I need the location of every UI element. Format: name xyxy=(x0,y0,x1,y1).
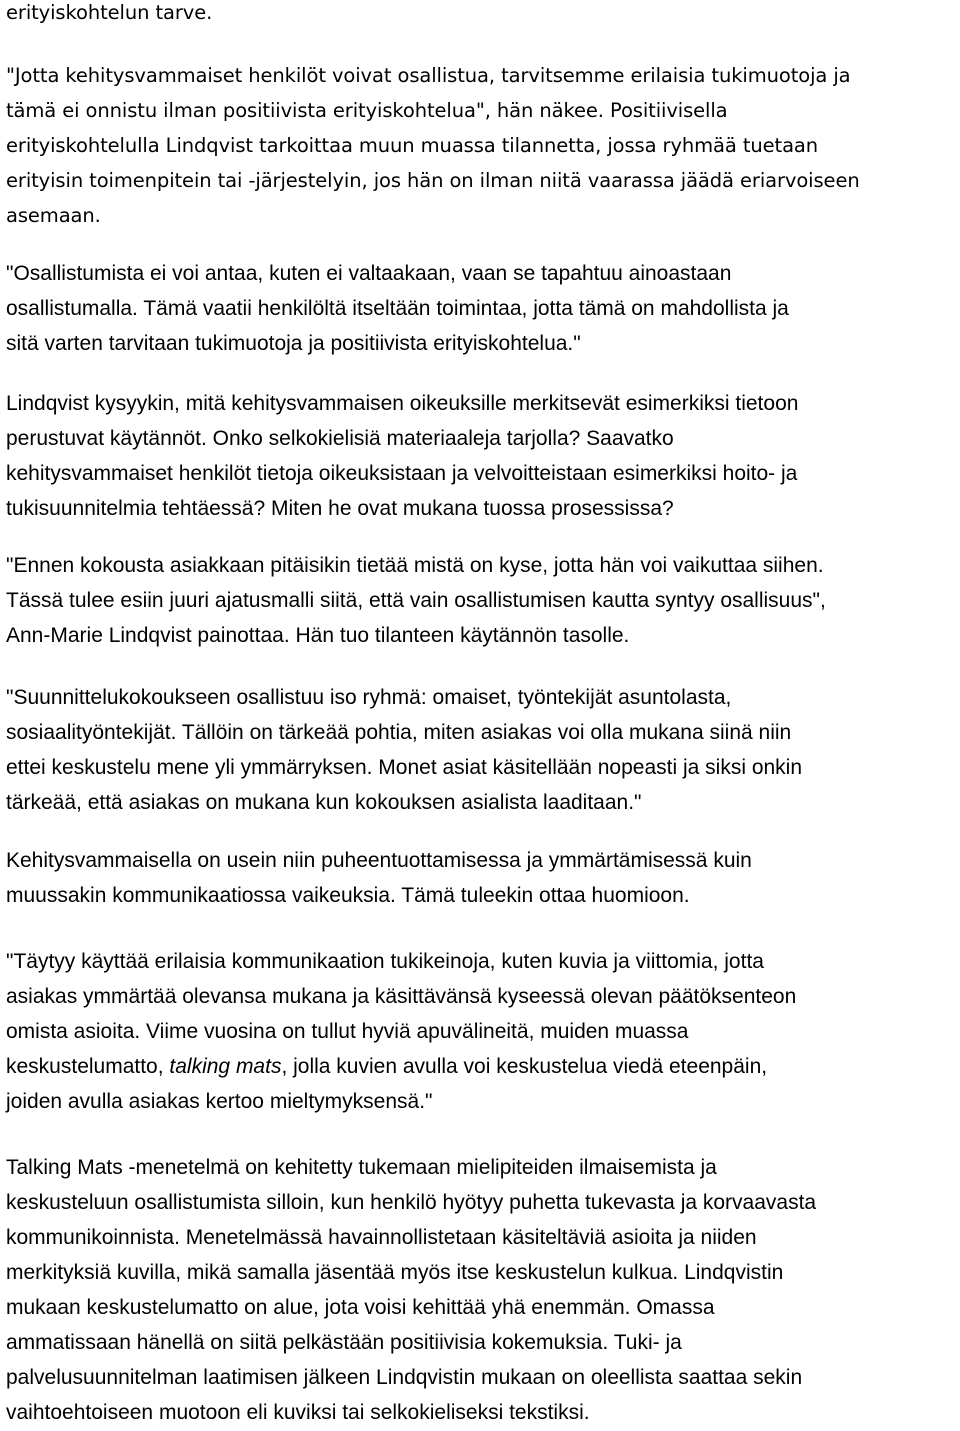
text-line: tärkeää, että asiakas on mukana kun kokouksen asialista laaditaan." xyxy=(6,791,642,814)
paragraph-3 xyxy=(6,256,789,361)
text-line: "Jotta kehitysvammaiset henkilöt voivat osallistua, tarvitsemme erilaisia tukimuotoja ja xyxy=(6,64,851,87)
text-line: "Suunnittelukokoukseen osallistuu iso ryhmä: omaiset, työntekijät asuntolasta, xyxy=(6,686,732,709)
text-line: kommunikoinnista. Menetelmässä havainnollistetaan käsiteltäviä asioita ja niiden xyxy=(6,1226,757,1249)
text-line: kehitysvammaiset henkilöt tietoja oikeuksistaan ja velvoitteistaan esimerkiksi hoito- ja xyxy=(6,462,798,485)
text-line: merkityksiä kuvilla, mikä samalla jäsentää myös itse keskustelun kulkua. Lindqvistin xyxy=(6,1261,784,1284)
text-line: osallistumalla. Tämä vaatii henkilöltä itseltään toimintaa, jotta tämä on mahdollista ja xyxy=(6,297,789,320)
text-line: palvelusuunnitelman laatimisen jälkeen Lindqvistin mukaan on oleellista saattaa sekin xyxy=(6,1366,803,1389)
text-line: erityisin toimenpitein tai -järjestelyin, jos hän on ilman niitä vaarassa jäädä eriarvoiseen xyxy=(6,169,860,192)
text-line: joiden avulla asiakas kertoo mieltymyksensä." xyxy=(6,1090,433,1113)
paragraph-2 xyxy=(6,58,860,233)
text-line: Ann-Marie Lindqvist painottaa. Hän tuo tilanteen käytännön tasolle. xyxy=(6,624,630,647)
text-line: keskusteluun osallistumista silloin, kun henkilö hyötyy puhetta tukevasta ja korvaavasta xyxy=(6,1191,817,1214)
italic-term: talking mats xyxy=(169,1055,282,1078)
text-line: sosiaalityöntekijät. Tällöin on tärkeää pohtia, miten asiakas voi olla mukana siinä niin xyxy=(6,721,792,744)
text-run: , jolla kuvien avulla voi keskustelua viedä eteenpäin, xyxy=(281,1055,768,1078)
text-line: ettei keskustelu mene yli ymmärryksen. Monet asiat käsitellään nopeasti ja siksi onkin xyxy=(6,756,803,779)
paragraph-1 xyxy=(6,0,212,30)
paragraph-9 xyxy=(6,1150,816,1430)
paragraph-5 xyxy=(6,548,826,653)
text-line: sitä varten tarvitaan tukimuotoja ja positiivista erityiskohtelua." xyxy=(6,332,581,355)
text-run: keskustelumatto, xyxy=(6,1055,170,1078)
text-line-mixed xyxy=(6,1049,796,1084)
paragraph-7 xyxy=(6,843,752,913)
text-line: Talking Mats -menetelmä on kehitetty tukemaan mielipiteiden ilmaisemista ja xyxy=(6,1156,717,1179)
text-line: erityiskohtelulla Lindqvist tarkoittaa muun muassa tilannetta, jossa ryhmää tuetaan xyxy=(6,134,819,157)
text-line: Kehitysvammaisella on usein niin puheentuottamisessa ja ymmärtämisessä kuin xyxy=(6,849,752,872)
text-line: perustuvat käytännöt. Onko selkokielisiä materiaaleja tarjolla? Saavatko xyxy=(6,427,674,450)
text-line: tämä ei onnistu ilman positiivista erityiskohtelua", hän näkee. Positiivisella xyxy=(6,99,728,122)
text-line: vaihtoehtoiseen muotoon eli kuviksi tai selkokieliseksi tekstiksi. xyxy=(6,1401,590,1424)
text-line: "Täytyy käyttää erilaisia kommunikaation tukikeinoja, kuten kuvia ja viittomia, jotta xyxy=(6,950,764,973)
text-line: asiakas ymmärtää olevansa mukana ja käsittävänsä kyseessä olevan päätöksenteon xyxy=(6,985,797,1008)
paragraph-8 xyxy=(6,944,796,1119)
text-line: ammatissaan hänellä on siitä pelkästään positiivisia kokemuksia. Tuki- ja xyxy=(6,1331,682,1354)
text-line: Lindqvist kysyykin, mitä kehitysvammaisen oikeuksille merkitsevät esimerkiksi tietoon xyxy=(6,392,799,415)
paragraph-4 xyxy=(6,386,798,526)
text-line: erityiskohtelun tarve. xyxy=(6,1,213,24)
text-line: Tässä tulee esiin juuri ajatusmalli siitä, että vain osallistumisen kautta syntyy osallisuus", xyxy=(6,589,826,612)
text-line: "Osallistumista ei voi antaa, kuten ei valtaakaan, vaan se tapahtuu ainoastaan xyxy=(6,262,732,285)
text-line: muussakin kommunikaatiossa vaikeuksia. Tämä tuleekin ottaa huomioon. xyxy=(6,884,690,907)
text-line: omista asioita. Viime vuosina on tullut hyviä apuvälineitä, muiden muassa xyxy=(6,1020,689,1043)
text-line: "Ennen kokousta asiakkaan pitäisikin tietää mistä on kyse, jotta hän voi vaikuttaa siihen. xyxy=(6,554,824,577)
text-line: asemaan. xyxy=(6,204,101,227)
paragraph-6 xyxy=(6,680,802,820)
text-line: tukisuunnitelmia tehtäessä? Miten he ovat mukana tuossa prosessissa? xyxy=(6,497,674,520)
text-line: mukaan keskustelumatto on alue, jota voisi kehittää yhä enemmän. Omassa xyxy=(6,1296,715,1319)
